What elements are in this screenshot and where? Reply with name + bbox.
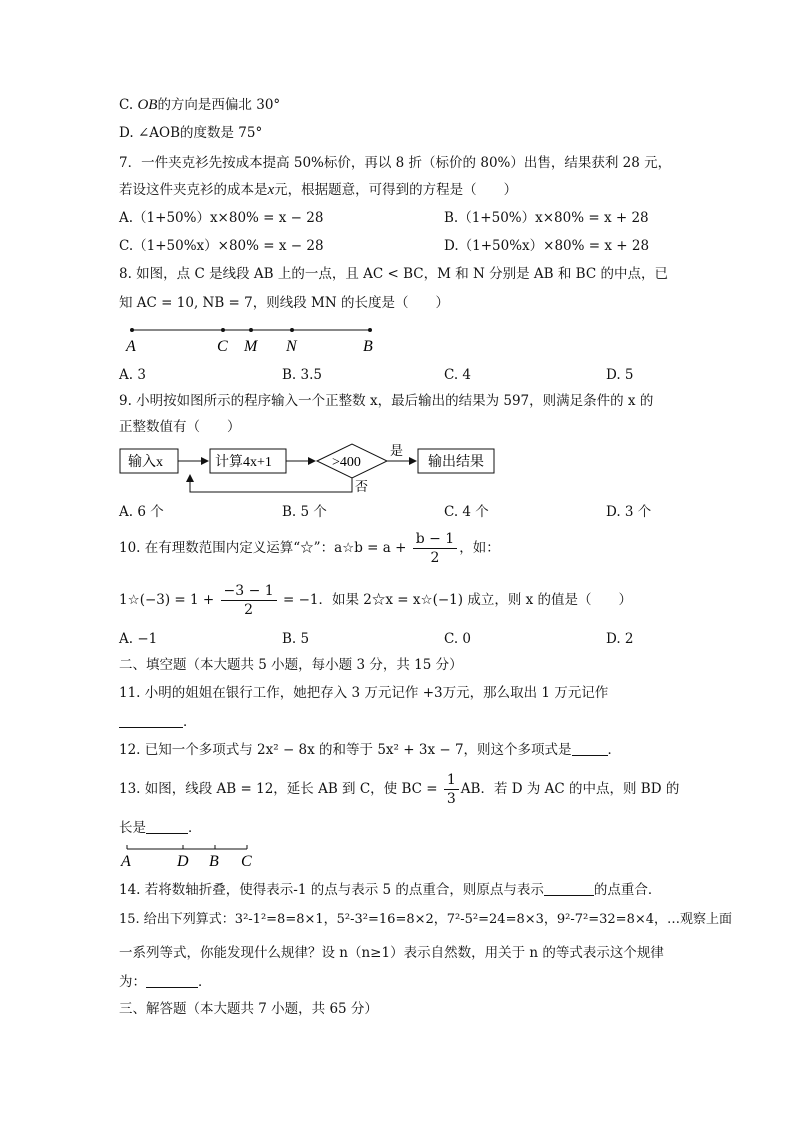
q6-c-var: OB [137, 97, 158, 113]
q11-answer-blank[interactable] [119, 713, 183, 728]
q8-label-c: C [217, 338, 228, 355]
q8-point-c [221, 328, 225, 332]
q8-label-a: A [126, 338, 136, 355]
q10-line2-a: 1☆(−3) = 1 + [119, 592, 215, 608]
q6-d-angle: ∠AOB [137, 125, 180, 141]
q9-option-b: B. 5 个 [282, 504, 327, 520]
q10-frac2-num: −3 − 1 [221, 582, 277, 601]
q7-option-c: C.（1+50%x）×80% = x − 28 [119, 238, 324, 254]
q8-option-c: C. 4 [444, 367, 472, 383]
q10-option-b: B. 5 [282, 631, 310, 647]
q8-point-m [249, 328, 253, 332]
q10-fraction-2 [221, 582, 277, 619]
q10-line1-a: 10. 在有理数范围内定义运算“☆”：a☆b = a + [119, 540, 407, 556]
q10-line2 [119, 582, 632, 619]
q14-before: 14. 若将数轴折叠，使得表示-1 的点与表示 5 的点重合，则原点与表示 [119, 882, 544, 898]
q7-line2 [119, 181, 517, 199]
q10-frac1-num: b − 1 [413, 530, 458, 549]
q13-label-a: A [121, 853, 131, 870]
q8-label-n: N [286, 338, 297, 355]
q8-option-b: B. 3.5 [282, 367, 322, 383]
q13-frac-den: 3 [446, 791, 456, 807]
q6-c-label: C. [119, 97, 134, 113]
q10-line2-b: = −1．如果 2☆x = x☆(−1) 成立，则 x 的值是（ ） [283, 592, 633, 608]
q10-frac2-den: 2 [244, 602, 254, 618]
q9-flowchart [116, 440, 502, 496]
q10-option-a: A. −1 [119, 631, 158, 647]
q6-option-d [119, 124, 262, 142]
q13-line1-b: AB．若 D 为 AC 的中点，则 BD 的 [460, 781, 680, 797]
q15-line1: 15. 给出下列算式：3²-1²=8=8×1，5²-3²=16=8×2，7²-5²=24=8×3，9²-7²=32=8×4，…观察上面 [119, 912, 733, 927]
q7-line2-a: 若设这件夹克衫的成本是 [119, 182, 268, 198]
q8-segment-figure [120, 322, 390, 356]
q14-line [119, 881, 661, 899]
q13-label-d: D [177, 853, 189, 870]
q13-line1-a: 13. 如图，线段 AB = 12，延长 AB 到 C，使 BC = [119, 781, 438, 797]
q13-line1 [119, 771, 679, 808]
q11-line2-end: ． [183, 714, 197, 730]
q15-line3 [119, 973, 212, 991]
q10-option-c: C. 0 [444, 631, 472, 647]
q8-point-a [130, 328, 134, 332]
q9-line2: 正整数值有（ ） [119, 419, 241, 435]
q9-option-a: A. 6 个 [119, 504, 164, 520]
q10-frac1-den: 2 [430, 550, 440, 566]
q12-answer-blank[interactable] [572, 741, 608, 756]
q13-frac-num: 1 [444, 771, 459, 790]
q13-line2-b: ． [188, 820, 202, 836]
q11-line2 [119, 713, 197, 731]
q13-segment-figure [118, 842, 258, 870]
q15-line2: 一系列等式，你能发现什么规律？设 n（n≥1）表示自然数，用关于 n 的等式表示这个规律 [119, 945, 664, 961]
q15-answer-blank[interactable] [146, 973, 198, 988]
q9-condition-text: >400 [332, 455, 361, 470]
q10-line1-b: ，如： [459, 540, 500, 556]
q10-line1 [119, 530, 500, 567]
q8-line2: 知 AC = 10, NB = 7，则线段 MN 的长度是（ ） [119, 295, 449, 311]
q9-arrow-no [190, 475, 352, 492]
q9-line1: 9. 小明按如图所示的程序输入一个正整数 x，最后输出的结果为 597，则满足条件的 x 的 [119, 393, 654, 409]
q6-c-rest: 的方向是西偏北 30° [157, 97, 281, 113]
q8-option-d: D. 5 [606, 367, 634, 383]
q6-d-rest: 的度数是 75° [180, 125, 263, 141]
q10-option-d: D. 2 [606, 631, 634, 647]
q9-no-label: 否 [355, 479, 369, 494]
q9-output-text: 输出结果 [428, 455, 484, 470]
section-2-heading: 二、填空题（本大题共 5 小题，每小题 3 分，共 15 分） [119, 657, 463, 673]
q7-var: x [267, 182, 275, 198]
q13-label-b: B [209, 853, 219, 870]
q13-line2-a: 长是 [119, 820, 146, 836]
q9-option-c: C. 4 个 [444, 504, 489, 520]
q8-line1: 8. 如图，点 C 是线段 AB 上的一点，且 AC < BC，M 和 N 分别是 AB 和 BC 的中点，已 [119, 266, 668, 282]
q13-fraction [444, 771, 459, 808]
q8-point-b [368, 328, 372, 332]
q8-option-a: A. 3 [119, 367, 146, 383]
q11-line1: 11. 小明的姐姐在银行工作，她把存入 3 万元记作 +3万元，那么取出 1 万元记作 [119, 685, 609, 701]
q13-line2 [119, 819, 202, 837]
q7-line2-b: 元，根据题意，可得到的方程是（ ） [274, 182, 518, 198]
q7-option-d: D.（1+50%x）×80% = x + 28 [444, 238, 650, 254]
q7-option-b: B.（1+50%）x×80% = x + 28 [444, 210, 649, 226]
q14-after: 的点重合． [593, 882, 662, 898]
q6-d-label: D. [119, 125, 134, 141]
q9-yes-label: 是 [390, 443, 404, 458]
q13-answer-blank[interactable] [146, 819, 188, 834]
q13-label-c: C [241, 853, 252, 870]
q9-option-d: D. 3 个 [606, 504, 652, 520]
q8-label-b: B [363, 338, 373, 355]
q6-option-c [119, 96, 280, 114]
q9-compute-text: 计算4x+1 [215, 455, 272, 470]
q8-point-n [290, 328, 294, 332]
q10-fraction-1 [413, 530, 458, 567]
section-3-heading: 三、解答题（本大题共 7 小题，共 65 分） [119, 1001, 378, 1017]
q7-option-a: A.（1+50%）x×80% = x − 28 [119, 210, 324, 226]
q12-line [119, 741, 621, 759]
q15-line3-b: ． [198, 974, 212, 990]
q7-line1: 7．一件夹克衫先按成本提高 50%标价，再以 8 折（标价的 80%）出售，结果获利 28 元， [119, 155, 672, 171]
q9-input-text: 输入x [128, 455, 163, 470]
q15-line3-a: 为： [119, 974, 146, 990]
q14-answer-blank[interactable] [544, 881, 594, 896]
q12-before: 12. 已知一个多项式与 2x² − 8x 的和等于 5x² + 3x − 7，则这个多项式是 [119, 742, 572, 758]
q8-label-m: M [244, 338, 258, 355]
q12-after: ． [607, 742, 622, 758]
